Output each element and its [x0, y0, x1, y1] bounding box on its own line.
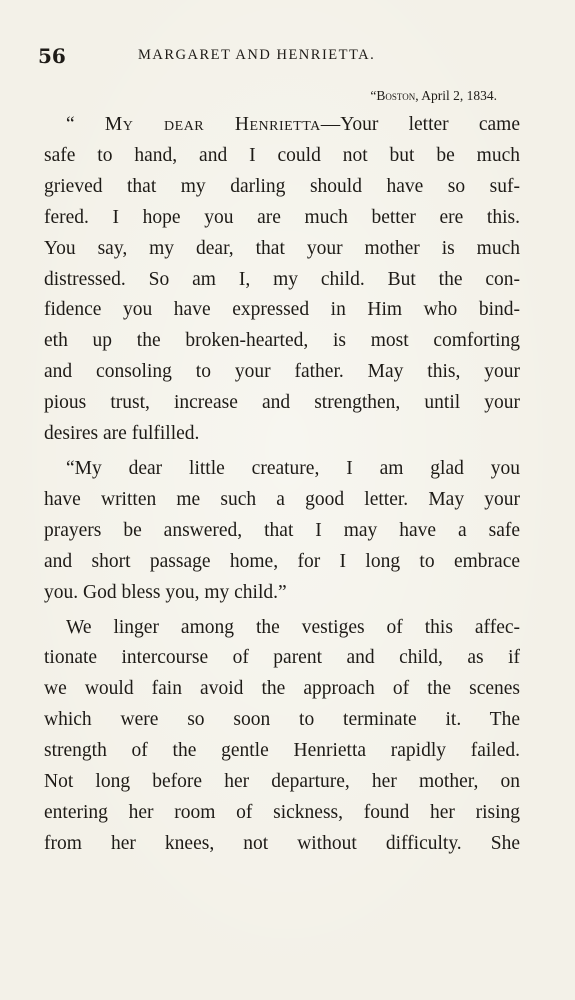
text-line: prayers be answered, that I may have a safe [44, 519, 520, 541]
narrative-paragraph [44, 613, 520, 860]
letter-dateline [370, 88, 497, 104]
text-line: we would fain avoid the approach of the scenes [44, 678, 520, 700]
text-line: from her knees, not without difficulty. She [44, 832, 520, 854]
text-line: “My dear little creature, I am glad you [66, 457, 520, 479]
text-line: strength of the gentle Henrietta rapidly failed. [44, 740, 520, 762]
text-line: safe to hand, and I could not but be much [44, 144, 520, 166]
text-line: Not long before her departure, her mother, on [44, 771, 520, 793]
text-line: and consoling to your father. May this, your [44, 361, 520, 383]
text-line: entering her room of sickness, found her rising [44, 801, 520, 823]
text-line: grieved that my darling should have so suf- [44, 175, 520, 197]
text-line: pious trust, increase and strengthen, until your [44, 392, 520, 414]
text-line: We linger among the vestiges of this affec- [66, 616, 520, 638]
salutation-open-quote: “ [66, 114, 105, 135]
text-line: distressed. So am I, my child. But the con- [44, 268, 520, 290]
body-text [44, 110, 520, 860]
text-line: eth up the broken-hearted, is most comforting [44, 330, 520, 352]
letter-salutation: My dear Henrietta [104, 114, 321, 135]
dateline-open-quote: “ [370, 88, 377, 103]
text-line: tionate intercourse of parent and child, as if [44, 647, 520, 669]
text-line: which were so soon to terminate it. The [44, 709, 520, 731]
letter-paragraph-2 [44, 454, 520, 609]
page-number: 56 [38, 44, 66, 68]
running-head: MARGARET AND HENRIETTA. [138, 47, 376, 63]
text-line: You say, my dear, that your mother is much [44, 237, 520, 259]
text-line: fidence you have expressed in Him who bind- [44, 299, 520, 321]
dateline-date: , April 2, 1834. [415, 88, 497, 103]
letter-paragraph-1 [44, 110, 520, 450]
text-line: and short passage home, for I long to embrace [44, 550, 520, 572]
text-line: you. God bless you, my child.” [44, 581, 287, 603]
dateline-place: Boston [376, 88, 416, 103]
text-line: “ My dear Henrietta—Your letter came [66, 114, 520, 135]
text-line: desires are fulfilled. [44, 423, 200, 445]
text-line: fered. I hope you are much better ere this. [44, 206, 520, 228]
page-header [38, 44, 538, 68]
text-line: have written me such a good letter. May your [44, 488, 520, 510]
